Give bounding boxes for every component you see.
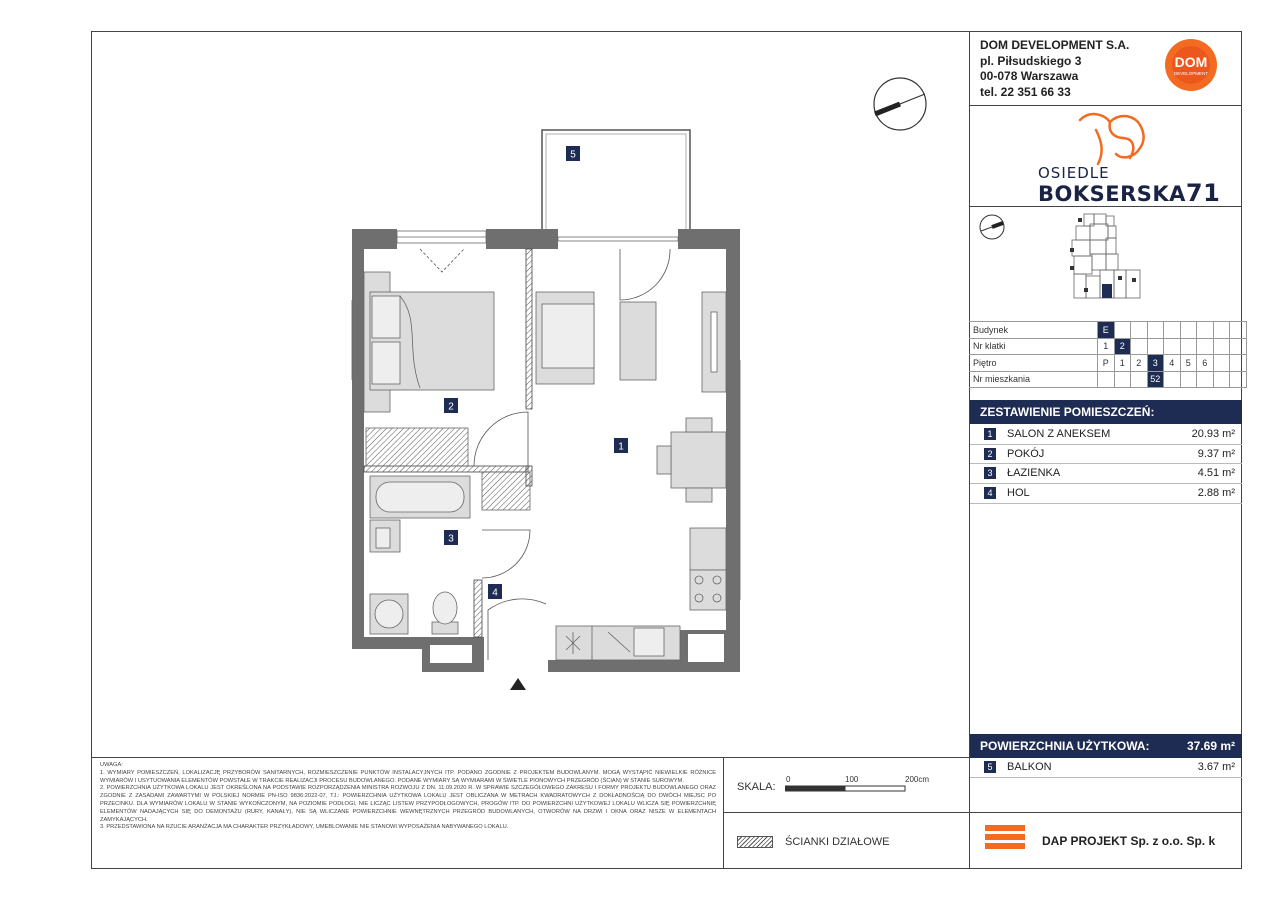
info-cell bbox=[1213, 355, 1230, 372]
info-cell bbox=[1197, 322, 1214, 339]
info-cell: 3 bbox=[1147, 355, 1164, 372]
info-cell bbox=[1164, 371, 1181, 388]
notes bbox=[100, 762, 716, 832]
total-area-value: 37.69 m² bbox=[1186, 739, 1235, 753]
company-info bbox=[980, 38, 1129, 100]
dap-logo-icon bbox=[985, 825, 1025, 859]
info-cell: 6 bbox=[1197, 355, 1214, 372]
room-area: 2.88 m² bbox=[1197, 487, 1235, 500]
info-cell: 2 bbox=[1131, 355, 1148, 372]
company-name: DOM DEVELOPMENT S.A. bbox=[980, 38, 1130, 52]
brand-name: BOKSERSKA bbox=[1038, 182, 1186, 206]
info-cell: 2 bbox=[1114, 338, 1131, 355]
info-cell bbox=[1180, 338, 1197, 355]
notes-divider bbox=[723, 757, 724, 869]
logo-main-text: DOM bbox=[1174, 54, 1208, 70]
info-cell bbox=[1230, 355, 1247, 372]
info-label: Nr klatki bbox=[969, 338, 1098, 355]
note-item: 2. POWIERZCHNIA UŻYTKOWA LOKALU JEST OKREŚLONA NA PODSTAWIE ROZPORZĄDZENIA MINISTRA ROZWOJU Z DN. 11.09.2020 R. W SPRAWIE SZCZEGÓŁOWEGO ZAKRESU I FORMY PROJEKTU BUDOWLANEGO ORAZ ZGODNIE Z ZASADAMI ZAWARTYMI W POLSKIEJ NORMIE PN-ISO 9836:2022-07, TJ.: POWIERZCHNIA UŻYTKOWA LOKALU JEST OBLICZANA W METRACH KWADRATOWYCH Z DOKŁADNOŚCIĄ DO DWÓCH MIEJSC PO PRZECINKU. DLA WYMIARÓW LOKALU W STANIE WYKOŃCZONYM, NA POZIOMIE PODŁOGI, NIE LICZĄC LISTEW PRZYPODŁOGOWYCH, PROGÓW ITP. DO POWIERZCHNI UŻYTKOWEJ LOKALU WLICZA SIĘ POWIERZCHNIĘ ELEMENTÓW NADAJĄCYCH SIĘ DO DEMONTAŻU (RURY, KANAŁY), NIE SĄ WLICZANE POWIERZCHNIE WEWNĘTRZNYCH PRZEGRÓD BUDOWLANYCH, OTWORÓW NA DRZWI I OKNA ORAZ NISZE W ELEMENTACH ZAMYKAJĄCYCH. bbox=[100, 785, 716, 823]
room-name: ŁAZIENKA bbox=[1007, 467, 1061, 480]
info-cell bbox=[1230, 322, 1247, 339]
scale-legend-divider bbox=[723, 812, 969, 813]
info-cell: E bbox=[1098, 322, 1115, 339]
partition-wall-swatch bbox=[737, 836, 773, 848]
plan-room-number: 3 bbox=[448, 533, 454, 545]
info-cell bbox=[1114, 322, 1131, 339]
info-cell bbox=[1213, 371, 1230, 388]
info-cell bbox=[1131, 322, 1148, 339]
total-area-label: POWIERZCHNIA UŻYTKOWA: bbox=[980, 739, 1150, 753]
info-cell: 52 bbox=[1147, 371, 1164, 388]
room-number: 3 bbox=[984, 467, 996, 479]
balcony bbox=[542, 130, 690, 230]
company-divider bbox=[969, 105, 1242, 106]
plan-room-number: 1 bbox=[618, 441, 624, 453]
note-item: 1. WYMIARY POMIESZCZEŃ, LOKALIZACJĘ PRZYBORÓW SANITARNYCH, ROZMIESZCZENIE PUNKTÓW INSTALACYJNYCH ITP. PODANO ZGODNIE Z PROJEKTEM BUDOWLANYM. MOGĄ WYSTĄPIĆ NIEWIELKIE RÓŻNICE WYMIARÓW I USYTUOWANIA ELEMENTÓW POWSTAŁE W TRAKCIE REALIZACJI PROCESU BUDOWLANEGO. PODANE WYMIARY SĄ WYMIARAMI W ŚWIETLE PIONOWYCH PRZEGRÓD (ŚCIAN) W STANIE SUROWYM. bbox=[100, 769, 716, 784]
room-row bbox=[970, 464, 1242, 484]
designer-name: DAP PROJEKT Sp. z o.o. Sp. k bbox=[1042, 834, 1216, 848]
scale-tick-label: 100 bbox=[845, 775, 859, 784]
furniture bbox=[364, 272, 726, 660]
room-row bbox=[970, 425, 1242, 445]
balcony-divider bbox=[969, 812, 1242, 813]
brand-logo bbox=[1034, 108, 1221, 207]
north-compass-icon bbox=[870, 74, 930, 134]
building-keyplan bbox=[1062, 212, 1144, 304]
info-cell bbox=[1230, 371, 1247, 388]
info-row bbox=[969, 322, 1246, 339]
company-street: pl. Piłsudskiego 3 bbox=[980, 53, 1082, 68]
info-cell bbox=[1164, 338, 1181, 355]
dom-development-logo bbox=[1160, 38, 1222, 92]
info-cell: 5 bbox=[1180, 355, 1197, 372]
info-cell: 4 bbox=[1164, 355, 1181, 372]
info-cell bbox=[1230, 338, 1247, 355]
info-cell bbox=[1147, 322, 1164, 339]
info-cell: 1 bbox=[1098, 338, 1115, 355]
info-cell bbox=[1197, 338, 1214, 355]
room-number: 5 bbox=[984, 761, 996, 773]
info-label: Budynek bbox=[969, 322, 1098, 339]
scale-graphic bbox=[785, 785, 909, 793]
rooms-list bbox=[970, 425, 1242, 504]
info-label: Piętro bbox=[969, 355, 1098, 372]
info-row bbox=[969, 371, 1246, 388]
apartment-info-table bbox=[969, 321, 1247, 388]
room-number: 2 bbox=[984, 448, 996, 460]
info-cell bbox=[1131, 371, 1148, 388]
plan-room-number: 2 bbox=[448, 401, 454, 413]
info-cell bbox=[1164, 322, 1181, 339]
brand-line1: OSIEDLE bbox=[1038, 164, 1110, 182]
room-number: 1 bbox=[984, 428, 996, 440]
footer-divider bbox=[91, 757, 969, 758]
info-cell bbox=[1197, 371, 1214, 388]
room-name: BALKON bbox=[1007, 761, 1052, 773]
info-cell: P bbox=[1098, 355, 1115, 372]
info-cell bbox=[1114, 371, 1131, 388]
room-row bbox=[970, 445, 1242, 465]
brand-number: 71 bbox=[1185, 179, 1221, 207]
room-area: 9.37 m² bbox=[1197, 447, 1235, 460]
plan-room-number: 4 bbox=[492, 587, 498, 599]
room-row bbox=[970, 484, 1242, 504]
total-area-row bbox=[970, 734, 1242, 758]
info-cell: 1 bbox=[1114, 355, 1131, 372]
horse-icon bbox=[1074, 108, 1154, 168]
plan-room-number: 5 bbox=[570, 149, 576, 161]
info-row bbox=[969, 338, 1246, 355]
brand-line2 bbox=[1038, 179, 1220, 207]
legend-label: ŚCIANKI DZIAŁOWE bbox=[785, 836, 890, 848]
note-item: 3. PRZEDSTAWIONA NA RZUCIE ARANŻACJA MA CHARAKTER PRZYKŁADOWY, UMEBLOWANIE NIE STANOWI WYPOSAŻENIA NABYWANEGO LOKALU. bbox=[100, 824, 509, 831]
scale-tick-label: 0 bbox=[786, 775, 791, 784]
room-name: POKÓJ bbox=[1007, 447, 1045, 460]
info-cell bbox=[1131, 338, 1148, 355]
room-area: 4.51 m² bbox=[1197, 467, 1235, 480]
info-row bbox=[969, 355, 1246, 372]
notes-heading: UWAGA: bbox=[100, 762, 123, 768]
company-city: 00-078 Warszawa bbox=[980, 69, 1079, 83]
scale-label: SKALA: bbox=[737, 781, 776, 793]
room-area: 20.93 m² bbox=[1191, 428, 1235, 440]
balcony-row bbox=[970, 758, 1242, 778]
rooms-title: ZESTAWIENIE POMIESZCZEŃ: bbox=[970, 400, 1242, 424]
info-cell bbox=[1213, 338, 1230, 355]
windows bbox=[352, 231, 740, 600]
room-number: 4 bbox=[984, 487, 996, 499]
company-phone: tel. 22 351 66 33 bbox=[980, 84, 1071, 99]
info-cell bbox=[1180, 371, 1197, 388]
info-cell bbox=[1213, 322, 1230, 339]
room-name: HOL bbox=[1007, 487, 1030, 500]
info-cell bbox=[1098, 371, 1115, 388]
logo-sub-text: DEVELOPMENT bbox=[1173, 71, 1209, 76]
keyplan-compass-icon bbox=[978, 213, 1006, 241]
scale-tick-label: 200cm bbox=[905, 775, 930, 784]
room-area: 3.67 m² bbox=[1197, 761, 1235, 773]
floor-plan bbox=[340, 120, 760, 700]
info-label: Nr mieszkania bbox=[969, 371, 1098, 388]
room-name: SALON Z ANEKSEM bbox=[1007, 428, 1111, 440]
info-cell bbox=[1180, 322, 1197, 339]
info-cell bbox=[1147, 338, 1164, 355]
entrance-arrow-icon bbox=[510, 678, 526, 690]
room-row bbox=[970, 758, 1242, 778]
